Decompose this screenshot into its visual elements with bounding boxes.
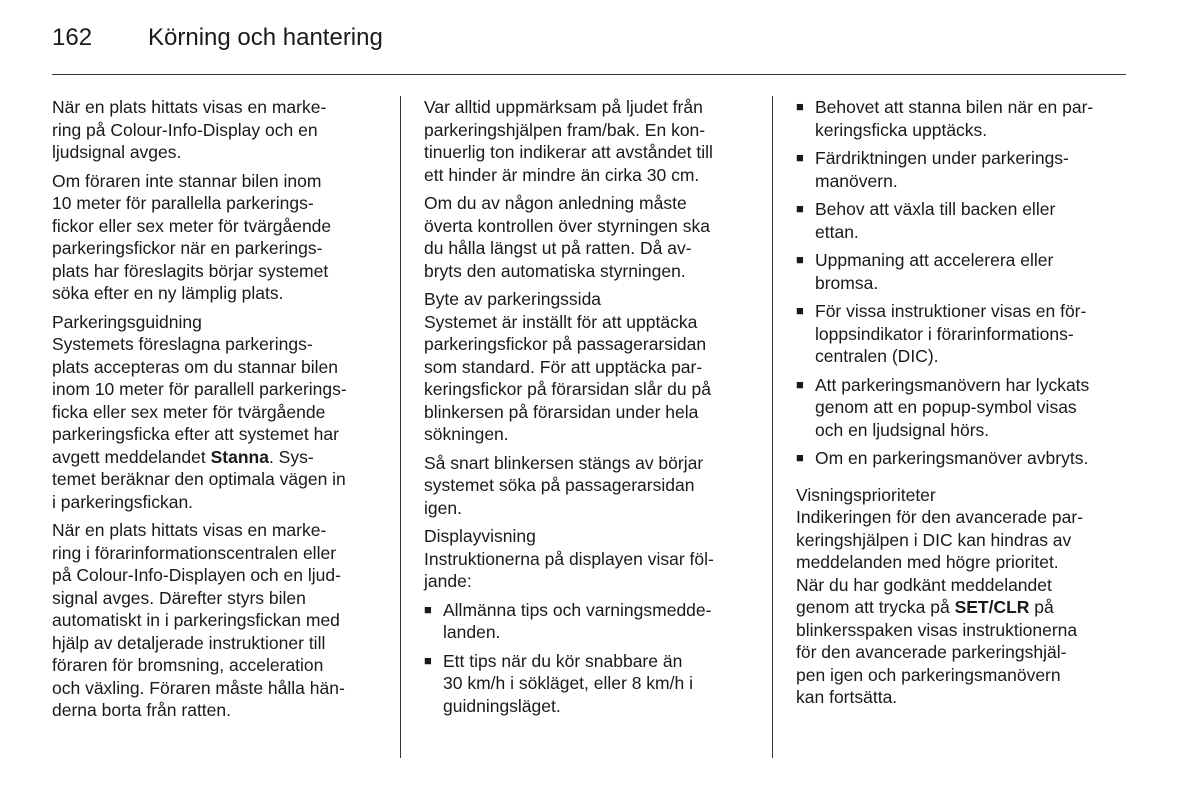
text-line: parkeringsficka efter att systemet har — [52, 424, 339, 444]
text-line: ljudsignal avges. — [52, 142, 182, 162]
text-line: Om föraren inte stannar bilen inom — [52, 170, 322, 191]
text-line: ficka eller sex meter för tvärgående — [52, 401, 326, 422]
text-line: söka efter en ny lämplig plats. — [52, 283, 284, 303]
text-line: och växling. Föraren måste hålla hän- — [52, 677, 345, 698]
text-line: loppsindikator i förarinformations- — [815, 323, 1074, 344]
paragraph — [52, 170, 378, 305]
paragraph — [796, 506, 1130, 709]
paragraph — [52, 333, 378, 513]
text-line: Systemet är inställt för att upptäcka — [424, 311, 698, 332]
text-line: genom att en popup-symbol visas — [815, 397, 1077, 417]
text-line: manövern. — [815, 170, 898, 191]
text-line: guidningsläget. — [443, 695, 561, 716]
text-line: Systemets föreslagna parkerings- — [52, 334, 313, 354]
bullet-square-icon: ■ — [796, 201, 804, 216]
text-line: Indikeringen för den avancerade par- — [796, 507, 1083, 527]
column-1 — [52, 96, 378, 728]
list-item — [796, 374, 1130, 442]
paragraph — [424, 548, 756, 593]
text-line: keringsficka upptäcks. — [815, 119, 988, 140]
section-heading: Parkeringsguidning — [52, 311, 202, 332]
text-line: överta kontrollen över styrningen ska — [424, 215, 710, 236]
text-line: blinkersen på förarsidan under hela — [424, 401, 699, 422]
text-line: Så snart blinkersen stängs av börjar — [424, 452, 704, 473]
text-line: hjälp av detaljerade instruktioner till — [52, 632, 326, 653]
text-line: centralen (DIC). — [815, 346, 939, 366]
text-line: pen igen och parkeringsmanövern — [796, 664, 1061, 685]
text-line: parkeringshjälpen fram/bak. En kon- — [424, 119, 706, 140]
bullet-square-icon: ■ — [424, 652, 432, 668]
text-line: Färdriktningen under parkerings- — [815, 148, 1069, 168]
text-line: Om en parkeringsmanöver avbryts. — [815, 448, 1089, 468]
text-line: 10 meter för parallella parkerings- — [52, 193, 314, 213]
text-line: tinuerlig ton indikerar att avståndet till — [424, 142, 713, 162]
paragraph — [424, 452, 756, 520]
text-line: Ett tips när du kör snabbare än — [443, 650, 683, 671]
text-line: När en plats hittats visas en marke- — [52, 520, 327, 540]
text-line: bryts den automatiska styrningen. — [424, 260, 686, 281]
paragraph — [52, 519, 378, 722]
text-line — [52, 446, 378, 469]
text-run: genom att trycka på — [796, 597, 955, 617]
text-run: avgett meddelandet — [52, 446, 211, 467]
list-item — [796, 96, 1130, 141]
list-item — [796, 249, 1130, 294]
text-line: parkeringsfickor på passagerarsidan — [424, 334, 707, 354]
section-heading: Byte av parkeringssida — [424, 289, 602, 309]
text-line: sökningen. — [424, 424, 509, 444]
text-line: och en ljudsignal hörs. — [815, 419, 990, 440]
text-line: fickor eller sex meter för tvärgående — [52, 215, 332, 236]
text-line: landen. — [443, 622, 501, 642]
text-line: Behovet att stanna bilen när en par- — [815, 97, 1094, 117]
text-line: derna borta från ratten. — [52, 700, 231, 720]
text-line: Instruktionerna på displayen visar föl- — [424, 548, 714, 569]
text-line: som standard. För att upptäcka par- — [424, 356, 703, 377]
paragraph — [424, 311, 756, 446]
text-line: signal avges. Därefter styrs bilen — [52, 587, 306, 608]
text-line: Behov att växla till backen eller — [815, 199, 1056, 219]
text-line: plats har föreslagits börjar systemet — [52, 260, 329, 281]
paragraph — [424, 192, 756, 282]
text-line: Att parkeringsmanövern har lyckats — [815, 374, 1090, 395]
column-divider-2 — [772, 96, 773, 758]
text-line: i parkeringsfickan. — [52, 491, 194, 512]
text-line: blinkersspaken visas instruktionerna — [796, 619, 1078, 640]
column-2 — [424, 96, 756, 723]
text-line: systemet söka på passagerarsidan — [424, 475, 695, 495]
text-line: När en plats hittats visas en marke- — [52, 97, 327, 117]
bullet-square-icon: ■ — [796, 252, 804, 267]
header-rule — [52, 74, 1126, 75]
section-heading: Visningsprioriteter — [796, 484, 936, 505]
paragraph — [424, 96, 756, 186]
text-line: keringsfickor på förarsidan slår du på — [424, 379, 711, 399]
bullet-square-icon: ■ — [796, 150, 804, 165]
button-name-set-clr: SET/CLR — [954, 597, 1030, 617]
text-line — [796, 596, 1130, 619]
text-line: ring i förarinformationscentralen eller — [52, 542, 337, 563]
text-line: bromsa. — [815, 272, 879, 293]
text-run: . Sys- — [268, 446, 314, 467]
text-run: på — [1029, 597, 1054, 617]
section-heading: Displayvisning — [424, 526, 536, 546]
page-number: 162 — [52, 24, 93, 51]
display-message-stanna: Stanna — [210, 446, 269, 467]
text-line: ett hinder är mindre än cirka 30 cm. — [424, 164, 700, 185]
list-item — [424, 650, 756, 718]
paragraph — [52, 96, 378, 164]
column-divider-1 — [400, 96, 401, 758]
text-line: parkeringsfickor när en parkerings- — [52, 238, 323, 258]
text-line: inom 10 meter för parallell parkerings- — [52, 379, 347, 399]
text-line: keringshjälpen i DIC kan hindras av — [796, 529, 1072, 550]
text-line: du hålla längst ut på ratten. Då av- — [424, 238, 692, 258]
list-item — [796, 147, 1130, 192]
list-item — [796, 300, 1130, 368]
bullet-square-icon: ■ — [796, 99, 804, 114]
text-line: ring på Colour-Info-Display och en — [52, 119, 318, 140]
text-line: igen. — [424, 497, 462, 518]
text-line: ettan. — [815, 221, 859, 242]
text-line: Var alltid uppmärksam på ljudet från — [424, 97, 703, 117]
text-line: temet beräknar den optimala vägen in — [52, 469, 346, 489]
bullet-square-icon: ■ — [796, 303, 804, 318]
list-item — [796, 198, 1130, 243]
chapter-title: Körning och hantering — [148, 24, 383, 51]
text-line: jande: — [424, 571, 472, 591]
list-item — [424, 599, 756, 644]
list-item — [796, 447, 1130, 470]
text-line: kan fortsätta. — [796, 687, 898, 707]
column-3 — [796, 96, 1130, 715]
text-line: När du har godkänt meddelandet — [796, 574, 1052, 595]
text-line: Allmänna tips och varningsmedde- — [443, 599, 712, 620]
bullet-square-icon: ■ — [796, 376, 804, 392]
text-line: föraren för bromsning, acceleration — [52, 655, 324, 675]
bullet-square-icon: ■ — [424, 601, 432, 617]
text-line: Uppmaning att accelerera eller — [815, 250, 1054, 270]
text-line: för den avancerade parkeringshjäl- — [796, 642, 1067, 662]
page-header — [52, 24, 383, 52]
text-line: plats accepteras om du stannar bilen — [52, 356, 338, 377]
text-line: För vissa instruktioner visas en för- — [815, 301, 1087, 321]
text-line: på Colour-Info-Displayen och en ljud- — [52, 565, 341, 585]
text-line: 30 km/h i sökläget, eller 8 km/h i — [443, 673, 693, 693]
bullet-square-icon: ■ — [796, 450, 804, 465]
text-line: Om du av någon anledning måste — [424, 193, 687, 213]
text-line: automatiskt in i parkeringsfickan med — [52, 610, 340, 630]
text-line: meddelanden med högre prioritet. — [796, 552, 1059, 572]
